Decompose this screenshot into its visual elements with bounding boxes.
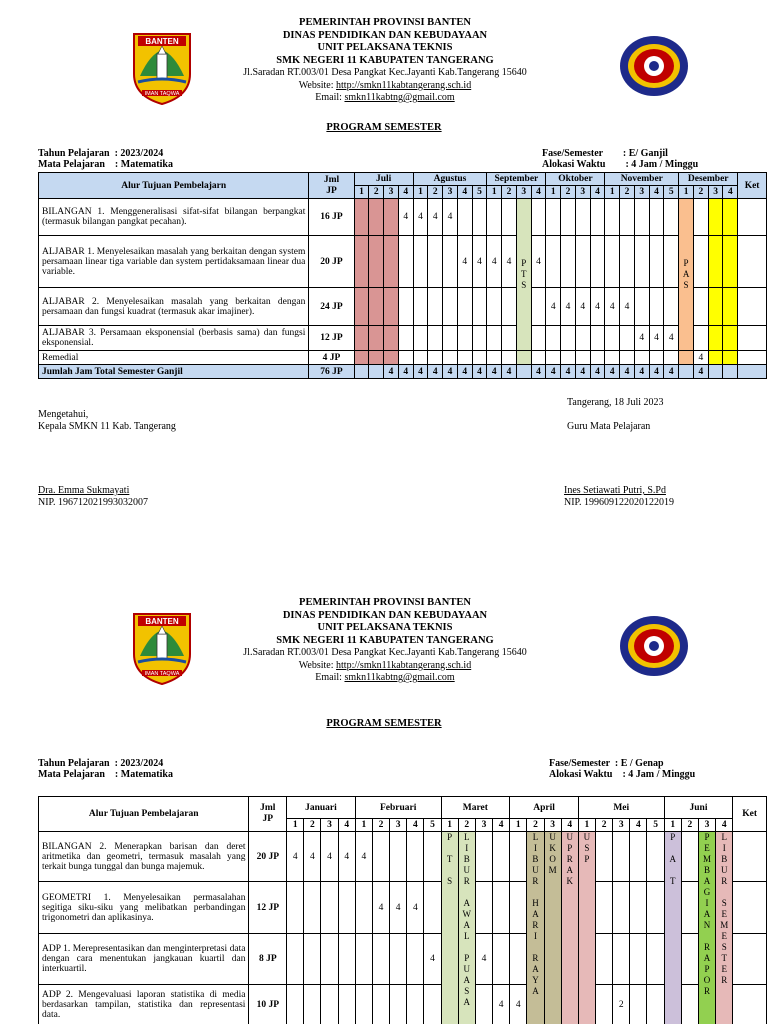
month-september: September [487,173,546,186]
email-label: Email: [315,672,345,683]
month-juli: Juli [354,173,413,186]
subject: Mata Pelajaran : Matematika [38,769,173,780]
ukom-label: U K O M [548,832,557,875]
month-oktober: Oktober [546,173,605,186]
libur-awal-puasa-label: L I B U R A W A L P U A S A [462,832,472,1007]
header-atp: Alur Tujuan Pembelajarn [39,173,309,199]
total-row: Jumlah Jam Total Semester Ganjil 76 JP 4 4 4 4 4 4 4 4 4 4 4 4 4 4 4 4 4 4 4 4 [39,365,767,379]
letterhead [0,580,768,695]
place-date: Tangerang, 18 Juli 2023 [567,397,664,408]
month-maret: Maret [441,797,510,819]
svg-text:IMAN TAQWA: IMAN TAQWA [144,91,180,97]
uprak-label: U P R A K [566,832,573,886]
website-label: Website: [298,79,337,91]
month-mei: Mei [578,797,664,819]
academic-year: Tahun Pelajaran : 2023/2024 [38,758,164,769]
school-name: SMK NEGERI 11 KABUPATEN TANGERANG [276,54,494,66]
phase-semester: Fase/Semester : E/ Ganjil [542,148,668,159]
school-address: Jl.Saradan RT.003/01 Desa Pangkat Kec.Jayanti Kab.Tangerang 15640 [243,67,527,78]
row-jp: 10 JP [249,985,287,1024]
school-address: Jl.Saradan RT.003/01 Desa Pangkat Kec.Jayanti Kab.Tangerang 15640 [243,647,527,658]
header-jml-jp: Jml JP [309,173,354,199]
row-jp: 8 JP [249,934,287,985]
dept-name: DINAS PENDIDIKAN DAN KEBUDAYAAN [282,29,488,41]
pas-label: P A S [682,258,690,290]
semester-table: Alur Tujuan Pembelajarn Jml JP Juli Agustus September Oktober November Desember Ket 1 2 3 4 1 2 3 4 5 1 2 3 4 1 2 3 4 1 2 3 4 5 1 2 3 4 BILANGAN 1. Menggeneralisasi sifat-sifat bilangan berpangkat (termasuk bilangan pangkat pecahan). 16 JP 4 4 4 4 P T S P A S ALJABAR 1. Menyelesaikan masalah yang berkaitan dengan system persamaan linear tiga variable dan system pertidaksamaan linear dua variable. 20 JP 4 4 4 4 4 ALJABAR 2. Menyelesaikan masalah yang berkaitan dengan persamaan dan fungsi kuadrat (termasuk akar imajiner). 24 JP 4 4 4 4 4 4 ALJABAR 3. Persamaan eksponensial (berbasis sama) dan fungsi eksponensial. 12 JP 4 4 4 Remedial 4 JP 4 Jumlah Jam Total Semester Ganjil 76 JP 4 4 4 4 4 4 4 4 4 4 4 4 4 4 4 4 4 4 4 4 [38,172,767,379]
month-januari: Januari [287,797,356,819]
table-row: ALJABAR 1. Menyelesaikan masalah yang berkaitan dengan system persamaan linear tiga variable dan system pertidaksamaan linear dua variable. 20 JP 4 4 4 4 4 [39,236,767,288]
pts-label: P T S [446,832,453,886]
table-row: Remedial 4 JP 4 [39,351,767,365]
header-ket: Ket [733,797,767,832]
header-atp: Alur Tujuan Pembelajaran [39,797,249,832]
principal-nip: NIP. 196712021993032007 [38,497,149,508]
svg-text:BANTEN: BANTEN [145,37,179,46]
doc-title: PROGRAM SEMESTER [326,122,442,133]
website-label: Website: [298,659,337,671]
row-jp: 12 JP [309,326,354,351]
libur-hari-raya-label: L I B U R H A R I R A Y A [532,832,539,996]
total-jp: 76 JP [309,365,354,379]
svg-text:BANTEN: BANTEN [145,617,179,626]
teacher-nip: NIP. 199609122020122019 [564,497,675,508]
month-agustus: Agustus [413,173,487,186]
semester-genap-section [0,580,768,1024]
email-label: Email: [315,92,345,103]
semester-table: Alur Tujuan Pembelajaran Jml JP Januari Februari Maret April Mei Juni Ket 1 2 3 4 1 2 3 4 5 1 2 3 4 1 2 3 4 1 2 3 4 5 1 2 3 4 BILANGAN 2. Menerapkan barisan dan deret aritmetika dan geometri, termasuk masalah yang terkait bunga tunggal dan bunga majemuk. 20 JP 4 4 4 4 4 P T S L I B U R A W A L P U A S A L I B U R H A R I R A Y A U K O M U P R A K U S P P A T P E M B A G I A N R A P O R L I B U R S E M E S T E R GEOMETRI 1. Menyelesaikan permasalahan segitiga siku-siku yang melibatkan perbandingan trigonometri dan aplikasinya. 12 JP 4 4 4 ADP 1. Merepresentasikan dan menginterpretasi data dengan cara menentukan jangkauan kuartil dan interkuartil. 8 JP 4 4 ADP 2. Mengevaluasi laporan statistika di media berdasarkan tampilan, statistika dan representasi data. 10 JP 4 4 2 [38,796,767,1024]
unit-name: UNIT PELAKSANA TEKNIS [317,622,453,633]
table-row: GEOMETRI 1. Menyelesaikan permasalahan segitiga siku-siku yang melibatkan perbandingan trigonometri dan aplikasinya. 12 JP 4 4 4 [39,882,767,934]
svg-text:IMAN TAQWA: IMAN TAQWA [144,671,180,677]
table-row: ALJABAR 3. Persamaan eksponensial (berbasis sama) dan fungsi eksponensial. 12 JP 4 4 4 [39,326,767,351]
banten-emblem-icon [128,30,196,106]
teacher-title: Guru Mata Pelajaran [567,421,651,432]
phase-semester: Fase/Semester : E / Genap [549,758,664,769]
academic-year: Tahun Pelajaran : 2023/2024 [38,148,164,159]
time-allocation: Alokasi Waktu : 4 Jam / Minggu [542,159,699,170]
principal-name: Dra. Emma Sukmayati [38,485,130,496]
row-jp: 16 JP [309,199,354,236]
pembagian-rapor-label: P E M B A G I A N R A P O R [703,832,712,996]
row-desc: BILANGAN 2. Menerapkan barisan dan deret aritmetika dan geometri, termasuk masalah yang terkait bunga tunggal dan bunga majemuk. [39,832,249,882]
row-desc: ALJABAR 2. Menyelesaikan masalah yang berkaitan dengan persamaan dan fungsi kuadrat (termasuk akar imajiner). [39,288,309,326]
pts-label: P T S [520,258,527,290]
doc-title: PROGRAM SEMESTER [326,718,442,729]
row-desc: ADP 1. Merepresentasikan dan menginterpretasi data dengan cara menentukan jangkauan kuartil dan interkuartil. [39,934,249,985]
month-november: November [605,173,679,186]
gov-name: PEMERINTAH PROVINSI BANTEN [299,17,471,28]
row-jp: 24 JP [309,288,354,326]
unit-name: UNIT PELAKSANA TEKNIS [317,42,453,53]
letterhead [0,0,768,115]
row-desc: BILANGAN 1. Menggeneralisasi sifat-sifat bilangan berpangkat (termasuk bilangan pangkat pecahan). [39,199,309,236]
pat-label: P A T [669,832,676,886]
table-row: BILANGAN 1. Menggeneralisasi sifat-sifat bilangan berpangkat (termasuk bilangan pangkat pecahan). 16 JP 4 4 4 4 P T S P A S [39,199,767,236]
mengetahui-label: Mengetahui, [38,409,89,420]
row-desc: ADP 2. Mengevaluasi laporan statistika di media berdasarkan tampilan, statistika dan representasi data. [39,985,249,1024]
row-jp: 4 JP [309,351,354,365]
month-juni: Juni [664,797,733,819]
row-desc: GEOMETRI 1. Menyelesaikan permasalahan segitiga siku-siku yang melibatkan perbandingan trigonometri dan aplikasinya. [39,882,249,934]
gov-name: PEMERINTAH PROVINSI BANTEN [299,597,471,608]
row-jp: 20 JP [249,832,287,882]
total-label: Jumlah Jam Total Semester Ganjil [39,365,309,379]
row-jp: 12 JP [249,882,287,934]
row-jp: 20 JP [309,236,354,288]
table-row: ADP 1. Merepresentasikan dan menginterpretasi data dengan cara menentukan jangkauan kuartil dan interkuartil. 8 JP 4 4 [39,934,767,985]
banten-emblem-icon [128,610,196,686]
website-link[interactable]: http://smkn11kabtangerang.sch.id [336,79,472,91]
email-link[interactable]: smkn11kabtng@gmail.com [344,672,455,683]
table-row: ADP 2. Mengevaluasi laporan statistika di media berdasarkan tampilan, statistika dan representasi data. 10 JP 4 4 2 [39,985,767,1024]
month-februari: Februari [355,797,441,819]
school-seal-icon [618,30,690,102]
principal-title: Kepala SMKN 11 Kab. Tangerang [38,421,176,432]
time-allocation: Alokasi Waktu : 4 Jam / Minggu [549,769,696,780]
letterhead-text [220,597,550,685]
row-desc: ALJABAR 1. Menyelesaikan masalah yang berkaitan dengan system persamaan linear tiga variable dan system pertidaksamaan linear dua variable. [39,236,309,288]
row-desc: ALJABAR 3. Persamaan eksponensial (berbasis sama) dan fungsi eksponensial. [39,326,309,351]
table-row: ALJABAR 2. Menyelesaikan masalah yang berkaitan dengan persamaan dan fungsi kuadrat (termasuk akar imajiner). 24 JP 4 4 4 4 4 4 [39,288,767,326]
table-row: BILANGAN 2. Menerapkan barisan dan deret aritmetika dan geometri, termasuk masalah yang terkait bunga tunggal dan bunga majemuk. 20 JP 4 4 4 4 4 P T S L I B U R A W A L P U A S A L I B U R H A R I R A Y A U K O M U P R A K U S P P A T P E M B A G I A N R A P O R L I B U R S E M E S T E R [39,832,767,882]
libur-semester-label: L I B U R S E M E S T E R [720,832,729,985]
letterhead-text [220,17,550,105]
header-ket: Ket [738,173,767,199]
month-desember: Desember [679,173,738,186]
row-desc: Remedial [39,351,309,365]
teacher-name: Ines Setiawati Putri, S.Pd [564,485,666,496]
month-april: April [510,797,579,819]
subject: Mata Pelajaran : Matematika [38,159,173,170]
email-link[interactable]: smkn11kabtng@gmail.com [344,92,455,103]
header-jml-jp: Jml JP [249,797,287,832]
school-name: SMK NEGERI 11 KABUPATEN TANGERANG [276,634,494,646]
dept-name: DINAS PENDIDIKAN DAN KEBUDAYAAN [282,609,488,621]
usp-label: U S P [583,832,591,864]
website-link[interactable]: http://smkn11kabtangerang.sch.id [336,659,472,671]
school-seal-icon [618,610,690,682]
